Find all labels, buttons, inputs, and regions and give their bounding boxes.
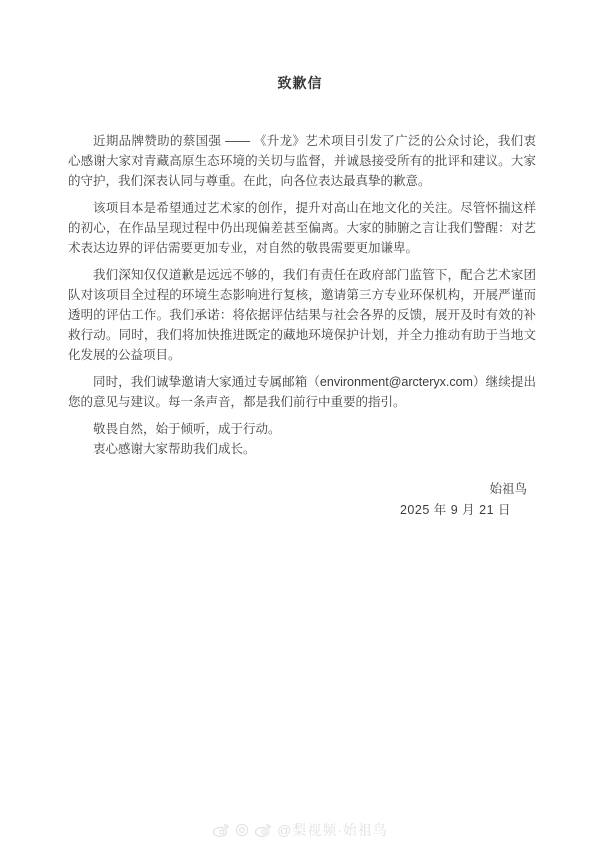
letter-paragraph: 该项目本是希望通过艺术家的创作，提升对高山在地文化的关注。尽管怀揣这样的初心，在作品呈现过程中仍出现偏差甚至偏离。大家的肺腑之言让我们警醒：对艺术表达边界的评估需要更加专业，对自然的敬畏需要更加谦卑。 <box>68 201 536 255</box>
weibo-watermark <box>0 818 600 842</box>
weibo-eye-icon <box>212 822 230 838</box>
letter-paragraph: 我们深知仅仅道歉是远远不够的，我们有责任在政府部门监管下，配合艺术家团队对该项目全过程的环境生态影响进行复核，邀请第三方专业环保机构，开展严谨而透明的评估工作。我们承诺：将依据评估结果与社会各界的反馈，展开及时有效的补救行动。同时，我们将加快推进既定的藏地环境保护计划，并全力推动有助于当地文化发展的公益项目。 <box>68 268 536 362</box>
watermark-text: @梨视频·始祖鸟 <box>277 822 388 838</box>
letter-paragraph: 同时，我们诚挚邀请大家通过专属邮箱（environment@arcteryx.com）继续提出您的意见与建议。每一条声音，都是我们前行中重要的指引。 <box>68 375 536 409</box>
closing-line-motto: 敬畏自然，始于倾听，成于行动。 <box>93 422 281 436</box>
signature-name: 始祖鸟 <box>489 482 527 496</box>
weibo-eye-icon <box>254 822 272 838</box>
letter-title: 致歉信 <box>277 75 323 91</box>
camera-icon <box>235 823 249 837</box>
letter-body <box>68 131 536 459</box>
letter-paragraph: 近期品牌赞助的蔡国强 —— 《升龙》艺术项目引发了广泛的公众讨论，我们衷心感谢大家对青藏高原生态环境的关切与监督，并诚恳接受所有的批评和建议。大家的守护，我们深表认同与尊重。在此，向各位表达最真挚的歉意。 <box>68 134 536 188</box>
signature-block <box>400 479 527 521</box>
letter-closing <box>68 419 536 459</box>
closing-line-thanks: 衷心感谢大家帮助我们成长。 <box>93 442 256 456</box>
signature-date: 2025 年 9 月 21 日 <box>399 503 511 517</box>
